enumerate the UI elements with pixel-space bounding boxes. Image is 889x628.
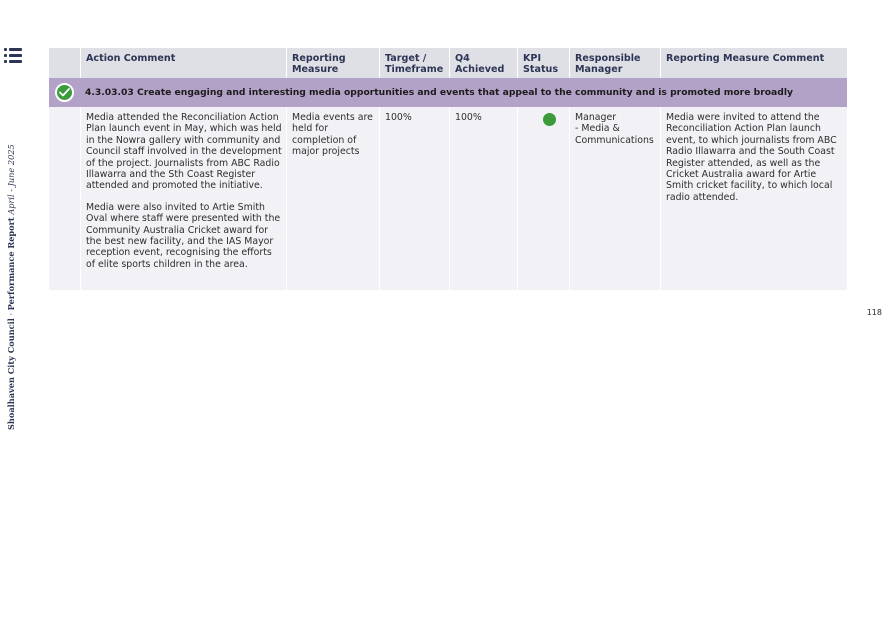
reporting-measure-cell: Media events are held for completion of major projects bbox=[286, 107, 379, 290]
header-measure-comment: Reporting Measure Comment bbox=[660, 48, 847, 78]
kpi-status-dot-icon bbox=[543, 113, 556, 126]
list-icon[interactable] bbox=[4, 48, 22, 64]
action-title-bar bbox=[49, 78, 847, 107]
table-row bbox=[49, 107, 847, 290]
header-q4-achieved: Q4 Achieved bbox=[449, 48, 517, 78]
kpi-status-cell bbox=[517, 107, 569, 290]
action-status-cell bbox=[49, 78, 80, 107]
header-icon-column bbox=[49, 48, 80, 78]
action-comment-cell bbox=[80, 107, 286, 290]
header-target: Target / Timeframe bbox=[379, 48, 449, 78]
q4-achieved-cell: 100% bbox=[449, 107, 517, 290]
report-period: April - June 2025 bbox=[6, 144, 16, 215]
title-separator: · bbox=[6, 310, 16, 319]
action-comment-paragraph-1: Media attended the Reconciliation Action Plan launch event in May, which was held in the Nowra gallery with community and Council staff involved in the development of the project. Journalists from ABC Radio Illawarra and the Sth Coast Register attended and promoted the initiative. bbox=[86, 112, 282, 192]
action-comment-paragraph-2: Media were also invited to Artie Smith Oval where staff were presented with the Community Australia Cricket award for the best new facility, and the IAS Mayor reception event, recognising the efforts of elite sports children in the area. bbox=[86, 201, 281, 270]
check-circle-icon bbox=[55, 83, 74, 102]
manager-title: Manager bbox=[575, 112, 617, 123]
report-side-title bbox=[6, 144, 20, 430]
report-name: Performance Report bbox=[6, 217, 16, 311]
header-action-comment: Action Comment bbox=[80, 48, 286, 78]
manager-department: - Media & Communications bbox=[575, 123, 654, 146]
target-cell: 100% bbox=[379, 107, 449, 290]
title-separator-2 bbox=[6, 215, 16, 218]
responsible-manager-cell bbox=[569, 107, 660, 290]
page-number: 118 bbox=[866, 308, 882, 317]
performance-table bbox=[49, 48, 847, 290]
header-responsible-manager: Responsible Manager bbox=[569, 48, 660, 78]
action-title: 4.3.03.03 Create engaging and interesting media opportunities and events that appeal to the community and is promoted more broadly bbox=[85, 87, 793, 98]
report-organisation: Shoalhaven City Council bbox=[6, 318, 16, 430]
header-reporting-measure: Reporting Measure bbox=[286, 48, 379, 78]
header-kpi-status: KPI Status bbox=[517, 48, 569, 78]
table-header bbox=[49, 48, 847, 78]
measure-comment-cell: Media were invited to attend the Reconciliation Action Plan launch event, to which journalists from ABC Radio Illawarra and the South Coast Register attended, as well as the Cricket Australia award for Artie Smith cricket facility, to which local radio attended. bbox=[660, 107, 847, 290]
row-icon-cell bbox=[49, 107, 80, 290]
